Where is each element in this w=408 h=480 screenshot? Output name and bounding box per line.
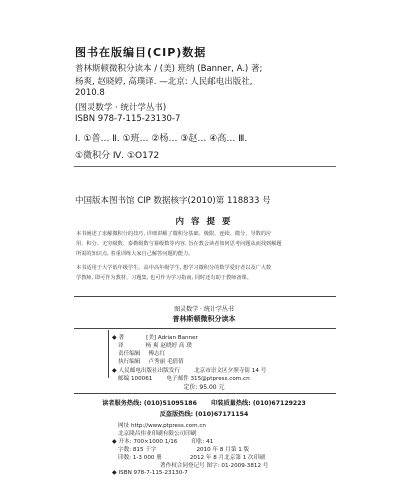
printer: 北京隆昌伟业印刷有限公司印刷 <box>118 431 197 437</box>
website: 网址 http://www.ptpress.com.cn <box>118 423 206 429</box>
summary-line: 所需的知识点, 着重训练大家自己解答问题的能力。 <box>76 251 194 257</box>
divider <box>108 330 109 378</box>
isbn: ISBN 978-7-115-23130-7 <box>118 470 188 476</box>
summary-heading: 内 容 提 要 <box>175 217 233 227</box>
translator-label: 译 <box>118 343 124 349</box>
editor-label: 责任编辑 <box>118 351 141 357</box>
cip-subject-line: Ⅰ. ①普… Ⅱ. ①班… ②杨… ③赵… ④高… Ⅲ. <box>75 134 248 144</box>
format: 开本: 700×1000 1/16 <box>118 439 178 445</box>
divider <box>74 328 336 329</box>
summary-line: 学教师, 即可作为教材、习题集, 也可作为学习指南, 同时还有助于教师备课。 <box>76 275 252 281</box>
reader-service-hotline: 读者服务热线: (010)51095186 <box>102 400 197 407</box>
exec-editor-value: 卢秀丽 毛倩倩 <box>148 359 184 365</box>
editor-value: 傅志红 <box>148 351 166 357</box>
price: 定价: 95.00 元 <box>183 384 225 391</box>
author-value: [美] Adrian Banner <box>146 335 198 341</box>
author-label: 著 <box>118 335 125 341</box>
cip-line: 普林斯顿微积分读本 / (美) 班纳 (Banner, A.) 著; <box>75 64 263 74</box>
words: 字数: 815 千字 <box>118 447 157 453</box>
edition: 2010 年 8 月第 1 版 <box>196 447 250 453</box>
postcode: 邮编 100061 <box>118 376 153 382</box>
book-title: 普林斯顿微积分读本 <box>172 315 236 323</box>
print-run: 印数: 1-3 000 册 <box>118 455 162 461</box>
divider <box>74 296 336 297</box>
cip-line: 杨爽, 赵晓婷, 高璞译. —北京: 人民邮电出版社, <box>75 77 253 87</box>
cip-class-line: ①微积分 Ⅳ. ①O172 <box>75 151 160 161</box>
translator-value: 杨 爽 赵晓婷 高 璞 <box>145 343 192 349</box>
cip-line: (图灵数学 · 统计学丛书) <box>75 103 167 113</box>
exec-editor-label: 执行编辑 <box>118 359 141 365</box>
series-name: 图灵数学 · 统计学丛书 <box>174 306 234 313</box>
divider <box>74 166 336 167</box>
cn-cip-number: 中国版本图书馆 CIP 数据核字(2010)第 118833 号 <box>75 196 271 206</box>
cip-line: 2010.8 <box>75 88 105 98</box>
summary-line: 本书适用于大学低年级学生、高中高年级学生, 想学习微积分的数学爱好者以及广大数 <box>76 265 272 271</box>
publisher: 人民邮电出版社出版发行 <box>118 368 181 374</box>
summary-line: 本书阐述了求解微积分的技巧, 详细讲解了微积分基础、极限、连续、微分、导数的应 <box>76 231 272 237</box>
copyright-page: 图书在版编目(CIP)数据 普林斯顿微积分读本 / (美) 班纳 (Banner, A.) 著; 杨爽, 赵晓婷, 高璞译. —北京: 人民邮电出版社, 2010.8 (图灵数学 · 统计学丛书) ISBN 978-7-115-23130-7 Ⅰ. ①普… Ⅱ. ①班… ②杨… ③赵… ④高… Ⅲ. ①微积分 Ⅳ. ①O172 中国版本图书馆 CIP 数据核字(2010)第 118833 号 内 容 提 要 本书阐述了求解微积分的技巧, 详细讲解了微积分基础、极限、连续、微分、导数的应 用、积分、无穷级数、泰勒级数与幂级数等内容, 旨在教会读者如何思考问题从而找到解题 所需的知识点, 着重训练大家自己解答问题的能力。 本书适用于大学低年级学生、高中高年级学生, 想学习微积分的数学爱好者以及广大数 学教师, 即可作为教材、习题集, 也可作为学习指南, 同时还有助于教师备课。 图灵数学 · 统计学丛书 普林斯顿微积分读本 ◆ 著 [美] Adrian Banner 译 杨 爽 赵晓婷 高 璞 责任编辑 傅志红 执行编辑 卢秀丽 毛倩倩 ◆ 人民邮电出版社出版发行 北京市崇文区夕照寺街 14 号 邮编 100061 电子邮件 315@ptpress.com.cn 定价: 95.00 元 读者服务热线: (010)51095186 印装质量热线: (010)67129223 反盗版热线: (010)67171154 网址 http://www.ptpress.com.cn 北京隆昌伟业印刷有限公司印刷 ◆ 开本: 700×1000 1/16 印张: 41 字数: 815 千字 2010 年 8 月第 1 版 印数: 1-3 000 册 2012 年 8 月北京第 1 次印刷 著作权合同登记号 图字: 01-2009-3812 号 ◆ ISBN 978-7-115-23130-7 <box>0 0 408 480</box>
email: 电子邮件 315@ptpress.com.cn <box>166 376 250 382</box>
print-date: 2012 年 8 月北京第 1 次印刷 <box>189 455 265 461</box>
print-quality-hotline: 印装质量热线: (010)67129223 <box>211 400 306 407</box>
divider <box>74 393 336 394</box>
sheets: 印张: 41 <box>191 439 214 445</box>
reader-hotlines <box>0 398 408 407</box>
publisher-address: 北京市崇文区夕照寺街 14 号 <box>194 368 267 374</box>
summary-line: 用、积分、无穷级数、泰勒级数与幂级数等内容, 旨在教会读者如何思考问题从而找到解题 <box>76 241 282 247</box>
registration: 著作权合同登记号 图字: 01-2009-3812 号 <box>160 463 269 469</box>
cip-line: ISBN 978-7-115-23130-7 <box>75 114 181 124</box>
piracy-hotline: 反盗版热线: (010)67171154 <box>159 411 249 418</box>
cip-heading: 图书在版编目(CIP)数据 <box>75 46 207 59</box>
